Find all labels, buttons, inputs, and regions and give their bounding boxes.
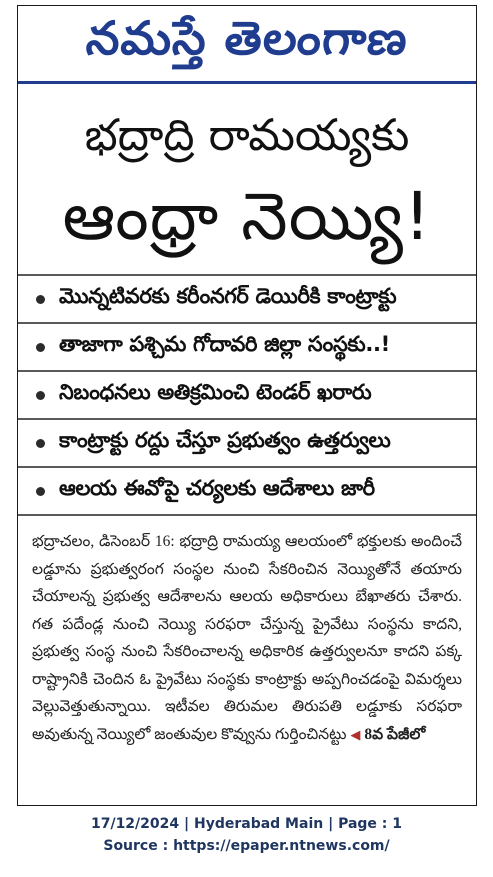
subhead-item bbox=[18, 274, 476, 322]
dateline: భద్రాచలం, డిసెంబర్ 16: bbox=[32, 533, 175, 550]
continue-arrow-icon: ◀ bbox=[350, 726, 361, 742]
subhead-item bbox=[18, 322, 476, 370]
subhead-item bbox=[18, 418, 476, 466]
masthead-logo: నమస్తే తెలంగాణ bbox=[84, 10, 411, 65]
subhead-text: మొన్నటివరకు కరీంనగర్ డెయిరీకి కాంట్రాక్టు bbox=[59, 284, 397, 308]
headline-line-1: భద్రాద్రి రామయ్యకు bbox=[84, 110, 410, 161]
continued-label: 8వ పేజీలో bbox=[364, 725, 426, 743]
masthead bbox=[18, 6, 476, 84]
source-link[interactable]: Source : https://epaper.ntnews.com/ bbox=[103, 838, 390, 854]
subhead-text: కాంట్రాక్టు రద్దు చేస్తూ ప్రభుత్వం ఉత్తర్వులు bbox=[59, 428, 391, 452]
article-text: భద్రాద్రి రామయ్య ఆలయంలో భక్తులకు అందించే లడ్డూను ప్రభుత్వరంగ సంస్థల నుంచి సేకరించిన నెయ్యితోనే తయారు చేయాలన్న ప్రభుత్వ ఆదేశాలను ఆలయ అధికారులు బేఖాతరు చేశారు. గత పదేండ్ల నుంచి నెయ్యి సరఫరా చేస్తున్న ప్రైవేటు సంస్థను కాదని, ప్రభుత్వ సంస్థ నుంచి సేకరించాలన్న అధికారిక ఉత్తర్వులనూ కాదని పక్క రాష్ట్రానికి చెందిన ఓ ప్రైవేటు సంస్థకు కాంట్రాక్టు అప్పగించడంపై విమర్శలు వెల్లువెత్తుతున్నాయి. ఇటీవల తిరుమల తిరుపతి లడ్డూకు సరఫరా అవుతున్న నెయ్యిలో జంతువుల కొవ్వును గుర్తించినట్టు bbox=[32, 533, 462, 743]
bullet-icon bbox=[36, 343, 45, 352]
bullet-icon bbox=[36, 391, 45, 400]
subhead-item bbox=[18, 466, 476, 516]
bullet-icon bbox=[36, 487, 45, 496]
edition-info: 17/12/2024 | Hyderabad Main | Page : 1 bbox=[90, 816, 403, 832]
bullet-icon bbox=[36, 295, 45, 304]
continued-on[interactable] bbox=[350, 721, 425, 749]
bullet-icon bbox=[36, 439, 45, 448]
subhead-text: నిబంధనలు అతిక్రమించి టెండర్ ఖరారు bbox=[59, 380, 372, 404]
subhead-item bbox=[18, 370, 476, 418]
subheads bbox=[18, 274, 476, 516]
article-body bbox=[18, 516, 476, 748]
headline-line-2: ఆంధ్రా నెయ్యి! bbox=[62, 178, 432, 255]
headline bbox=[18, 108, 476, 260]
article-paragraph bbox=[32, 528, 462, 748]
news-clipping bbox=[17, 5, 477, 806]
subhead-text: తాజాగా పశ్చిమ గోదావరి జిల్లా సంస్థకు..! bbox=[59, 332, 390, 356]
subhead-text: ఆలయ ఈవోపై చర్యలకు ఆదేశాలు జారీ bbox=[59, 476, 375, 500]
